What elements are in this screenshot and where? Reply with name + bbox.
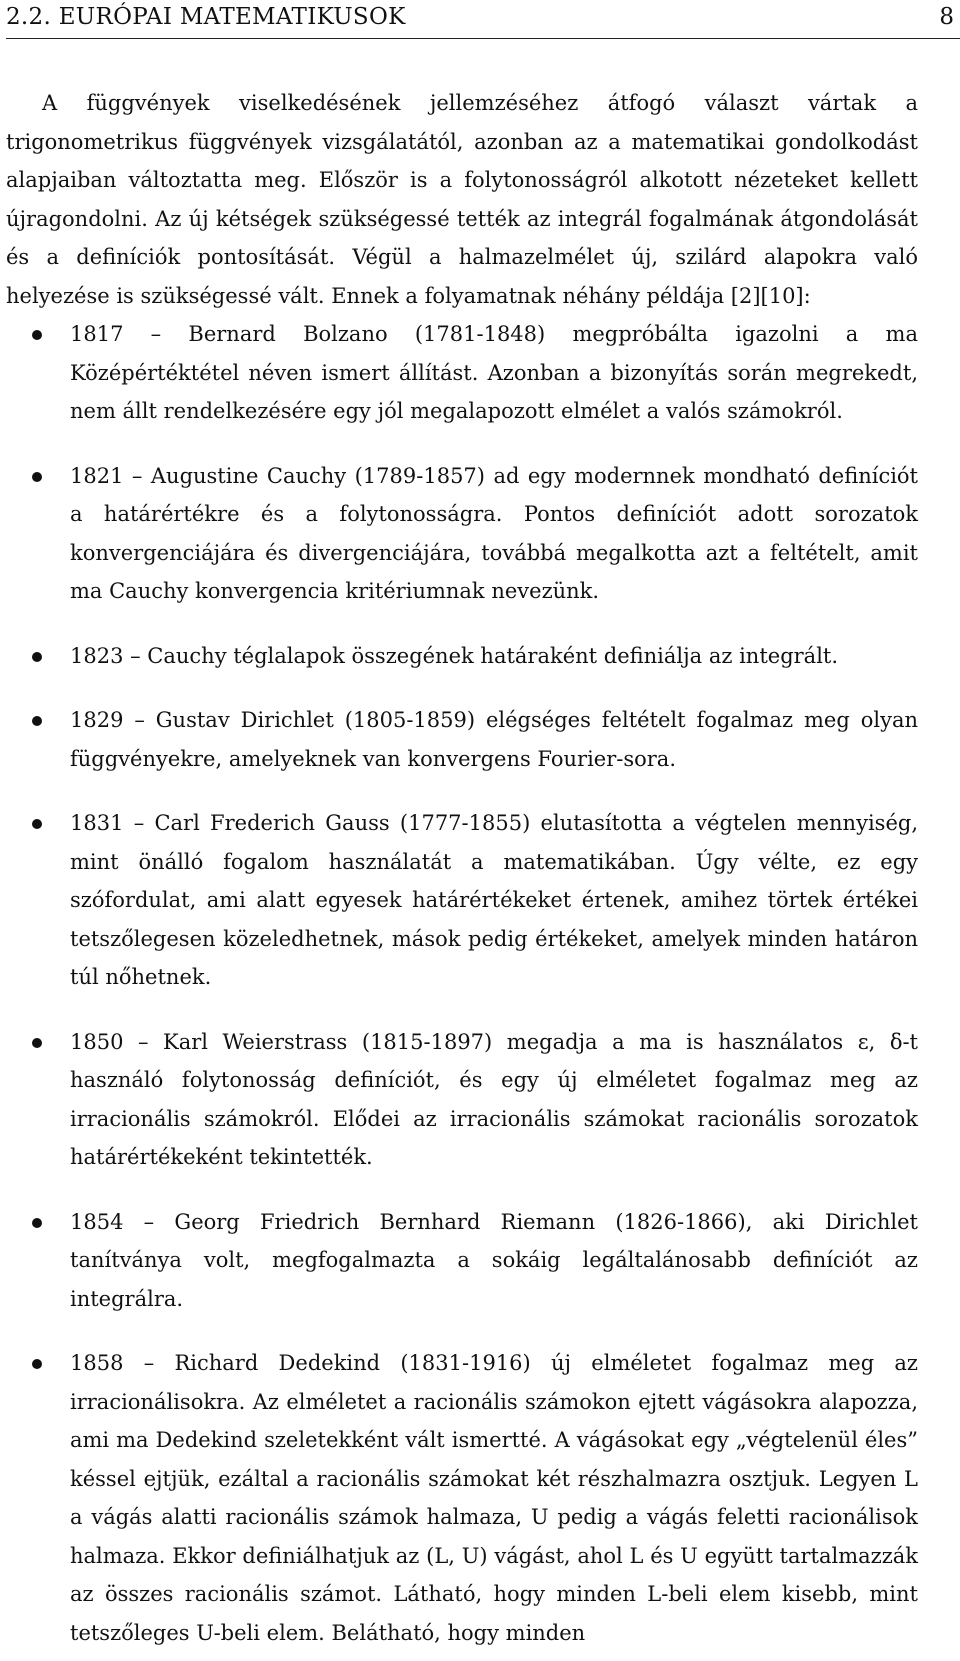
list-item <box>6 804 918 997</box>
list-item <box>6 315 918 431</box>
intro-paragraph: A függvények viselkedésének jellemzéséhez átfogó választ vártak a trigonometrikus függvények vizsgálatától, azonban az a matematikai gondolkodást alapjaiban változtatta meg. Először is a folytonosságról alkotott nézeteket kellett újragondolni. Az új kétségek szükségessé tették az integrál fogalmának átgondolását és a definíciók pontosítását. Végül a halmazelmélet új, szilárd alapokra való helyezése is szükségessé vált. Ennek a folyamatnak néhány példája [2][10]: <box>6 91 918 308</box>
header-rule <box>6 38 960 39</box>
list-item <box>6 1344 918 1652</box>
bullet-icon <box>32 1038 42 1048</box>
list-item-text: 1829 – Gustav Dirichlet (1805-1859) elégséges feltételt fogalmaz meg olyan függvényekre, amelyeknek van konvergens Fourier-sora. <box>70 708 918 771</box>
bullet-icon <box>32 819 42 829</box>
bullet-icon <box>32 472 42 482</box>
running-header <box>6 0 960 38</box>
list-item-text: 1821 – Augustine Cauchy (1789-1857) ad egy modernnek mondható definíciót a határértékre és a folytonosságra. Pontos definíciót adott sorozatok konvergenciájára és divergenciájára, továbbá megalkotta azt a feltételt, amit ma Cauchy konvergencia kritériumnak nevezünk. <box>70 463 918 603</box>
list-item-text: 1854 – Georg Friedrich Bernhard Riemann (1826-1866), aki Dirichlet tanítványa volt, megfogalmazta a sokáig legáltalánosabb definíciót az integrálra. <box>70 1209 918 1311</box>
page-body <box>6 84 918 1652</box>
list-item <box>6 1023 918 1177</box>
list-item-text: 1850 – Karl Weierstrass (1815-1897) megadja a ma is használatos ε, δ-t használó folytonosság definíciót, és egy új elméletet fogalmaz meg az irracionális számokról. Elődei az irracionális számokat racionális sorozatok határértékeként tekintették. <box>70 1029 918 1169</box>
bullet-icon <box>32 1218 42 1228</box>
list-item-text: 1817 – Bernard Bolzano (1781-1848) megpróbálta igazolni a ma Középértéktétel néven ismert állítást. Azonban a bizonyítás során megrekedt, nem állt rendelkezésére egy jól megalapozott elmélet a valós számokról. <box>70 322 918 423</box>
history-list <box>6 315 918 1652</box>
bullet-icon <box>32 716 42 726</box>
bullet-icon <box>32 652 42 662</box>
page-number: 8 <box>939 4 954 30</box>
list-item <box>6 1203 918 1319</box>
bullet-icon <box>32 330 42 340</box>
section-title: 2.2. EURÓPAI MATEMATIKUSOK <box>6 4 406 30</box>
list-item <box>6 701 918 778</box>
list-item-text: 1823 – Cauchy téglalapok összegének határaként definiálja az integrált. <box>70 643 839 668</box>
list-item-text: 1831 – Carl Frederich Gauss (1777-1855) elutasította a végtelen mennyiség, mint önálló fogalom használatát a matematikában. Úgy vélte, ez egy szófordulat, ami alatt egyesek határértékeket értenek, amihez törtek értékei tetszőlegesen közeledhetnek, mások pedig értékeket, amelyek minden határon túl nőhetnek. <box>70 811 918 989</box>
list-item <box>6 637 918 676</box>
list-item-text: 1858 – Richard Dedekind (1831-1916) új elméletet fogalmaz meg az irracionálisokra. Az elméletet a racionális számokon ejtett vágásokra alapozza, ami ma Dedekind szeletekként vált ismertté. A vágásokat egy „végtelenül éles” késsel ejtjük, ezáltal a racionális számokat két részhalmazra osztjuk. Legyen L a vágás alatti racionális számok halmaza, U pedig a vágás feletti racionálisok halmaza. Ekkor definiálhatjuk az (L, U) vágást, ahol L és U együtt tartalmazzák az összes racionális számot. Látható, hogy minden L-beli elem kisebb, mint tetszőleges U-beli elem. Belátható, hogy minden <box>70 1351 918 1645</box>
bullet-icon <box>32 1359 42 1369</box>
list-item <box>6 457 918 611</box>
